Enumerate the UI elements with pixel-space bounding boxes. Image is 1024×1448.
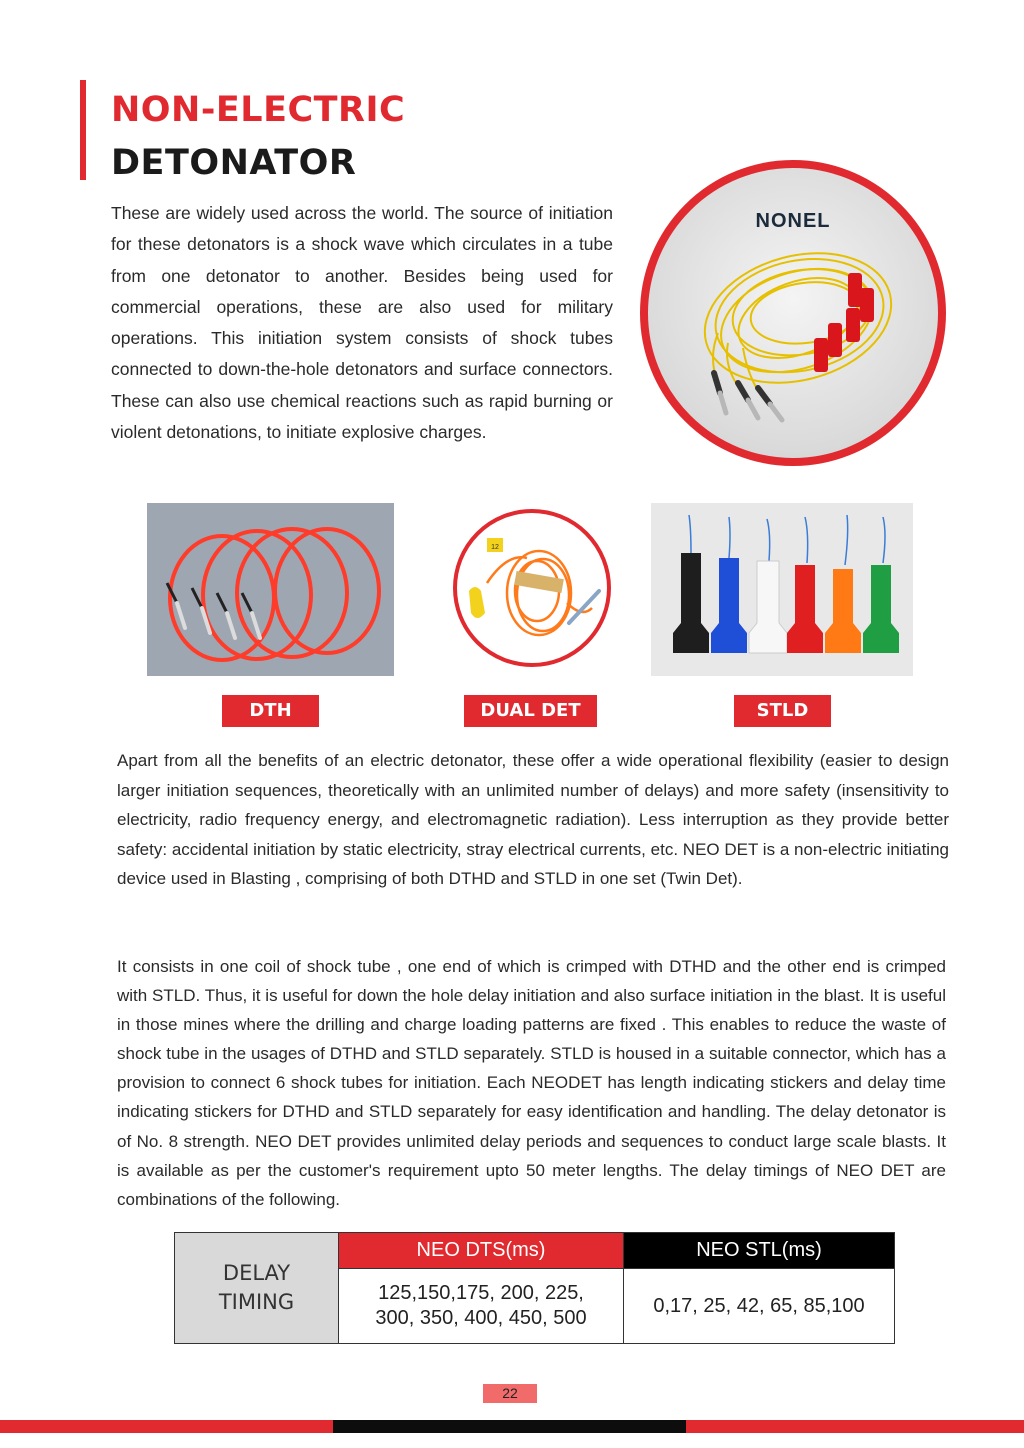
dth-label: DTH [222, 695, 319, 727]
dual-det-photo [453, 509, 611, 667]
neo-stl-values: 0,17, 25, 42, 65, 85,100 [624, 1269, 895, 1344]
neo-stl-header: NEO STL(ms) [624, 1233, 895, 1269]
page-title-line2: DETONATOR [111, 143, 357, 183]
delay-timing-header-line2: TIMING [218, 1290, 295, 1314]
stld-label: STLD [734, 695, 831, 727]
intro-paragraph: These are widely used across the world. The source of initiation for these detonators is a shock wave which circulates in a tube from one detonator to another. Besides being used for commercial operations, these are also used for military operations. This initiation system consists of shock tubes connected to down-the-hole detonators and surface connectors. These can also use chemical reactions such as rapid burning or violent detonations, to initiate explosive charges. [111, 203, 613, 443]
footer-stripe-black [333, 1420, 686, 1433]
page-title [111, 84, 405, 190]
delay-timing-header-line1: DELAY [222, 1261, 291, 1285]
title-accent-bar [80, 80, 86, 180]
stld-connectors-illustration [651, 503, 913, 676]
stld-photo [651, 503, 913, 676]
neo-dts-values-line1: 125,150,175, 200, 225, [378, 1282, 584, 1305]
dth-photo [147, 503, 394, 676]
nonel-photo [640, 160, 946, 466]
neo-dts-values [339, 1269, 624, 1344]
neo-dts-values-line2: 300, 350, 400, 450, 500 [375, 1307, 587, 1330]
neo-dts-header: NEO DTS(ms) [339, 1233, 624, 1269]
delay-timing-table [174, 1232, 895, 1344]
dual-det-sticker-text: 12 [491, 544, 499, 551]
page-number: 22 [483, 1384, 537, 1403]
table-row [175, 1233, 895, 1269]
nonel-label: NONEL [755, 210, 831, 232]
footer-stripe-red-right [686, 1420, 1024, 1433]
dth-coil-illustration [147, 503, 394, 676]
footer-stripe-red-left [0, 1420, 333, 1433]
neo-det-paragraph: It consists in one coil of shock tube , one end of which is crimped with DTHD and the other end is crimped with STLD. Thus, it is useful for down the hole delay initiation and also surface initiation in the blast. It is useful in those mines where the drilling and charge loading patterns are fixed . This enables to reduce the waste of shock tube in the usages of DTHD and STLD separately. STLD is housed in a suitable connector, which has a provision to connect 6 shock tubes for initiation. Each NEODET has length indicating stickers and delay time indicating stickers for DTHD and STLD separately for easy identification and handling. The delay detonator is of No. 8 strength. NEO DET provides unlimited delay periods and sequences to conduct large scale blasts. It is available as per the customer's requirement upto 50 meter lengths. The delay timings of NEO DET are combinations of the following. [117, 957, 946, 1209]
delay-timing-header [175, 1233, 339, 1344]
benefits-paragraph: Apart from all the benefits of an electric detonator, these offer a wide operational flexibility (easier to design larger initiation sequences, theoretically with an unlimited number of delays) and more safety (insensitivity to electricity, radio frequency energy, and electromagnetic radiation). Less interruption as they provide better safety: accidental initiation by static electricity, stray electrical currents, etc. NEO DET is a non-electric initiating device used in Blasting , comprising of both DTHD and STLD in one set (Twin Det). [117, 751, 949, 888]
dual-det-illustration [457, 513, 607, 663]
page-title-line1: NON-ELECTRIC [111, 90, 406, 130]
dual-det-label: DUAL DET [464, 695, 597, 727]
